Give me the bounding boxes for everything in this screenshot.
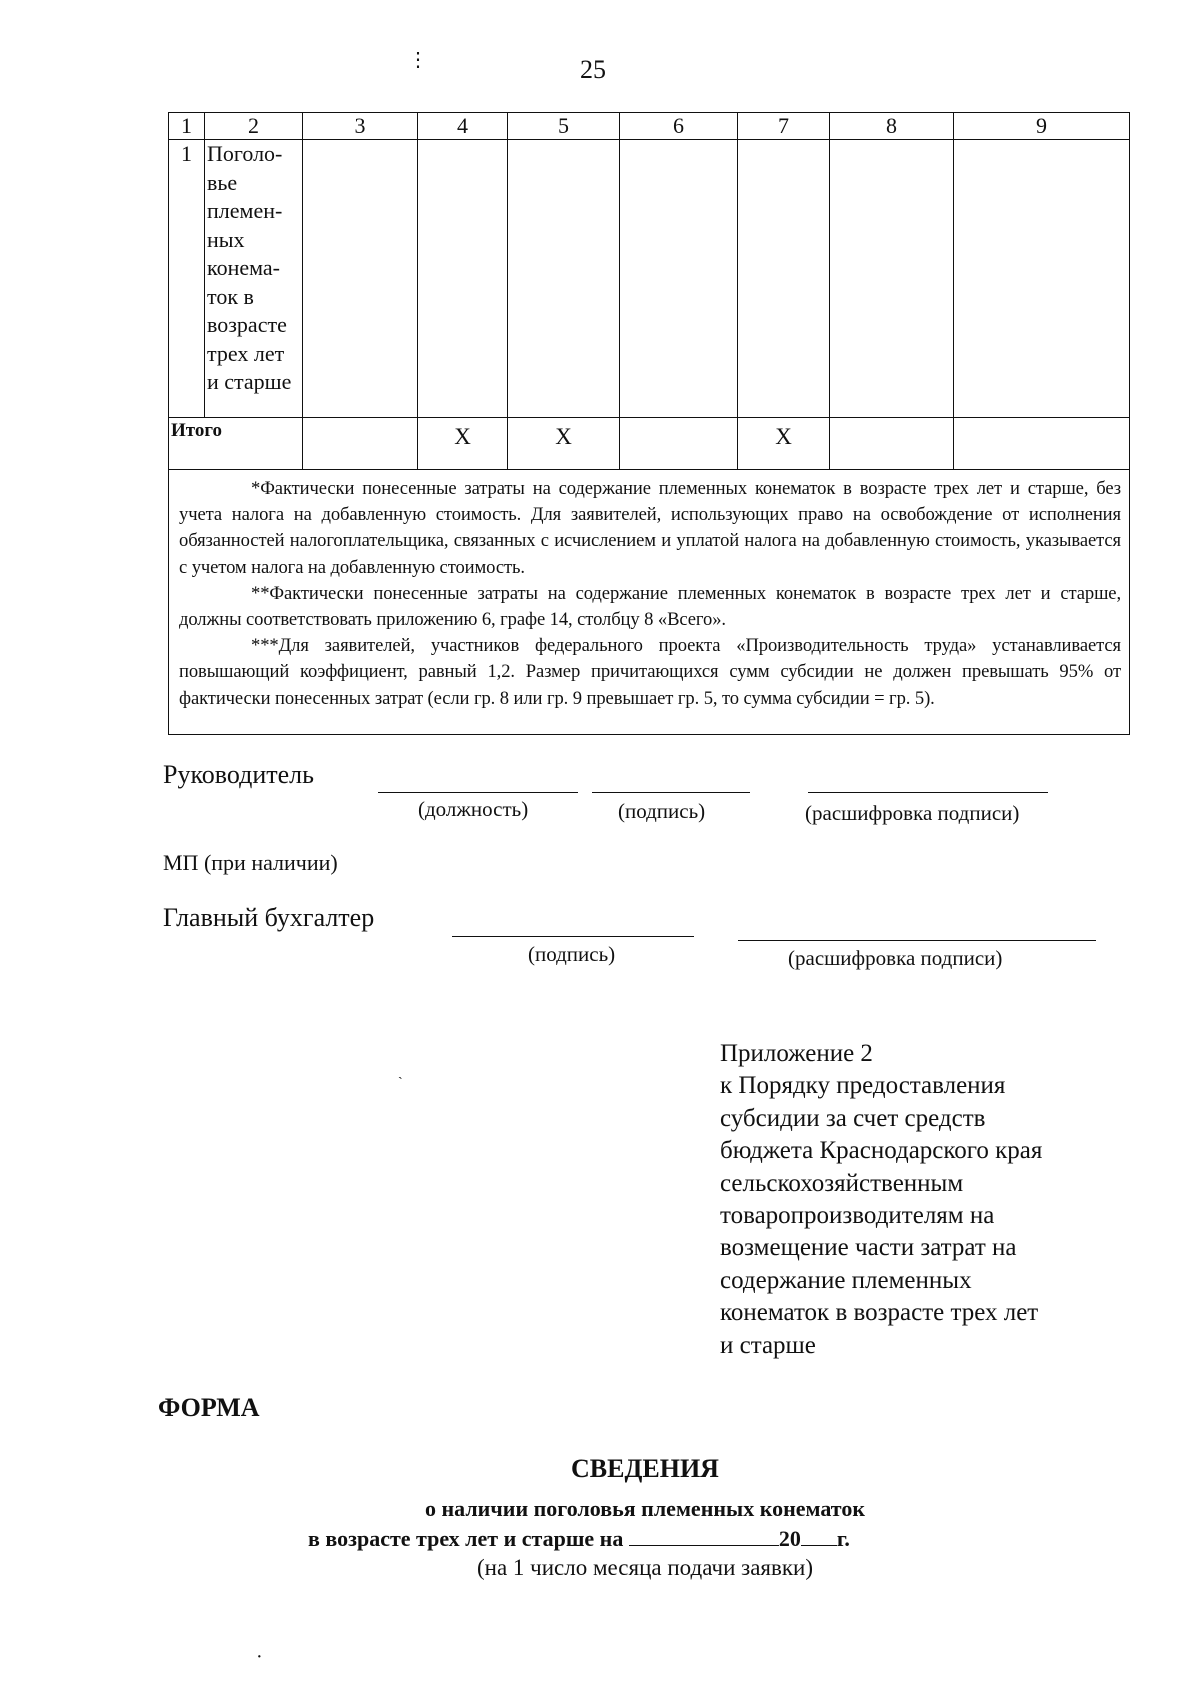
- form-note: (на 1 число месяца подачи заявки): [476, 1555, 813, 1580]
- total-mark: X: [738, 418, 830, 470]
- table-cell: [620, 418, 738, 470]
- total-mark: X: [508, 418, 620, 470]
- annex-line: бюджета Краснодарского края: [720, 1137, 1043, 1165]
- accountant-title: Главный бухгалтер: [163, 903, 375, 932]
- stamp-note: МП (при наличии): [163, 850, 338, 875]
- col-number: 6: [620, 113, 738, 140]
- notes-row: [169, 470, 1130, 735]
- date-blank[interactable]: [629, 1527, 779, 1546]
- row-label-line: вье: [207, 169, 238, 195]
- col-number: 3: [303, 113, 418, 140]
- row-label-line: Поголо-: [207, 141, 283, 166]
- total-mark: X: [418, 418, 508, 470]
- accountant-signature-line[interactable]: [452, 936, 694, 937]
- annex-line: содержание племенных: [720, 1266, 972, 1294]
- name-line[interactable]: [808, 792, 1048, 793]
- col-number: 5: [508, 113, 620, 140]
- caption-position: (должность): [418, 797, 529, 821]
- row-label-line: конема-: [207, 255, 280, 280]
- table-cell: [830, 418, 954, 470]
- annex-line: субсидии за счет средств: [720, 1104, 986, 1132]
- table-cell: [508, 140, 620, 418]
- page-number: 25: [580, 55, 606, 84]
- date-suffix: г.: [836, 1526, 850, 1551]
- annex-block: [720, 1038, 1160, 1362]
- row-label-line: и старше: [207, 369, 292, 394]
- head-title: Руководитель: [163, 760, 314, 789]
- table-cell: [738, 140, 830, 418]
- row-label-line: возрасте: [207, 312, 287, 337]
- caption-name: (расшифровка подписи): [788, 946, 1003, 970]
- accountant-name-line[interactable]: [738, 940, 1096, 941]
- annex-line: Приложение 2: [720, 1040, 873, 1067]
- annex-line: возмещение части затрат на: [720, 1234, 1017, 1262]
- annex-line: сельскохозяйственным: [720, 1169, 964, 1197]
- table-cell: [954, 418, 1130, 470]
- annex-line: к Порядку предоставления: [720, 1072, 1006, 1100]
- note-2: **Фактически понесенные затраты на содержание племенных конематок в возрасте трех лет и старше, должны соответствовать приложению 6, графе 14, столбцу 8 «Всего».: [179, 582, 1121, 631]
- annex-line: конематок в возрасте трех лет: [720, 1299, 1039, 1327]
- form-title: СВЕДЕНИЯ: [571, 1454, 719, 1483]
- scan-mark: ·: [256, 1646, 263, 1668]
- table-cell: [418, 140, 508, 418]
- total-row: [169, 418, 1130, 470]
- table-row: [169, 140, 1130, 418]
- col-number: 1: [169, 113, 205, 140]
- note-3: ***Для заявителей, участников федерального проекта «Производительность труда» устанавливается повышающий коэффициент, равный 1,2. Размер причитающихся сумм субсидии не должен превышать 95% от фактически понесенных затрат (если гр. 8 или гр. 9 превышает гр. 5, то сумма субсидии = гр. 5).: [179, 635, 1121, 709]
- col-number: 8: [830, 113, 954, 140]
- col-number: 7: [738, 113, 830, 140]
- scan-mark: ˏ: [398, 1065, 403, 1080]
- table-cell: [620, 140, 738, 418]
- note-1: *Фактически понесенные затраты на содержание племенных конематок в возрасте трех лет и старше, без учета налога на добавленную стоимость. Для заявителей, использующих право на освобождение от исполнения обязанностей налогоплательщика, связанных с исчислением и уплатой налога на добавленную стоимость, указывается с учетом налога на добавленную стоимость.: [179, 478, 1121, 578]
- table-cell: [303, 418, 418, 470]
- date-line-prefix: в возрасте трех лет и старше на: [308, 1526, 624, 1551]
- col-number: 4: [418, 113, 508, 140]
- column-number-row: [169, 113, 1130, 140]
- table-cell: [954, 140, 1130, 418]
- form-subtitle: о наличии поголовья племенных конематок: [424, 1496, 866, 1521]
- form-date-line: [308, 1526, 850, 1552]
- row-label-line: племен-: [207, 198, 283, 223]
- caption-signature: (подпись): [528, 942, 616, 966]
- row-label: [205, 140, 303, 418]
- caption-name: (расшифровка подписи): [805, 801, 1020, 825]
- position-line[interactable]: [378, 792, 578, 793]
- row-number: 1: [169, 140, 205, 418]
- row-label-line: ток в: [207, 283, 254, 309]
- col-number: 2: [205, 113, 303, 140]
- annex-line: товаропроизводителям на: [720, 1202, 995, 1230]
- signature-line[interactable]: [592, 792, 750, 793]
- table-notes: [169, 470, 1130, 735]
- col-number: 9: [954, 113, 1130, 140]
- total-label: Итого: [169, 418, 303, 470]
- annex-line: и старше: [720, 1331, 816, 1359]
- cost-table: [168, 112, 1130, 735]
- row-label-line: ных: [207, 226, 245, 252]
- scan-mark: ⋮: [408, 49, 428, 71]
- row-label-line: трех лет: [207, 340, 285, 366]
- form-label: ФОРМА: [158, 1393, 260, 1422]
- year-prefix: 20: [778, 1526, 801, 1551]
- table-cell: [830, 140, 954, 418]
- table-cell: [303, 140, 418, 418]
- caption-signature: (подпись): [618, 799, 706, 823]
- year-blank[interactable]: [801, 1527, 837, 1546]
